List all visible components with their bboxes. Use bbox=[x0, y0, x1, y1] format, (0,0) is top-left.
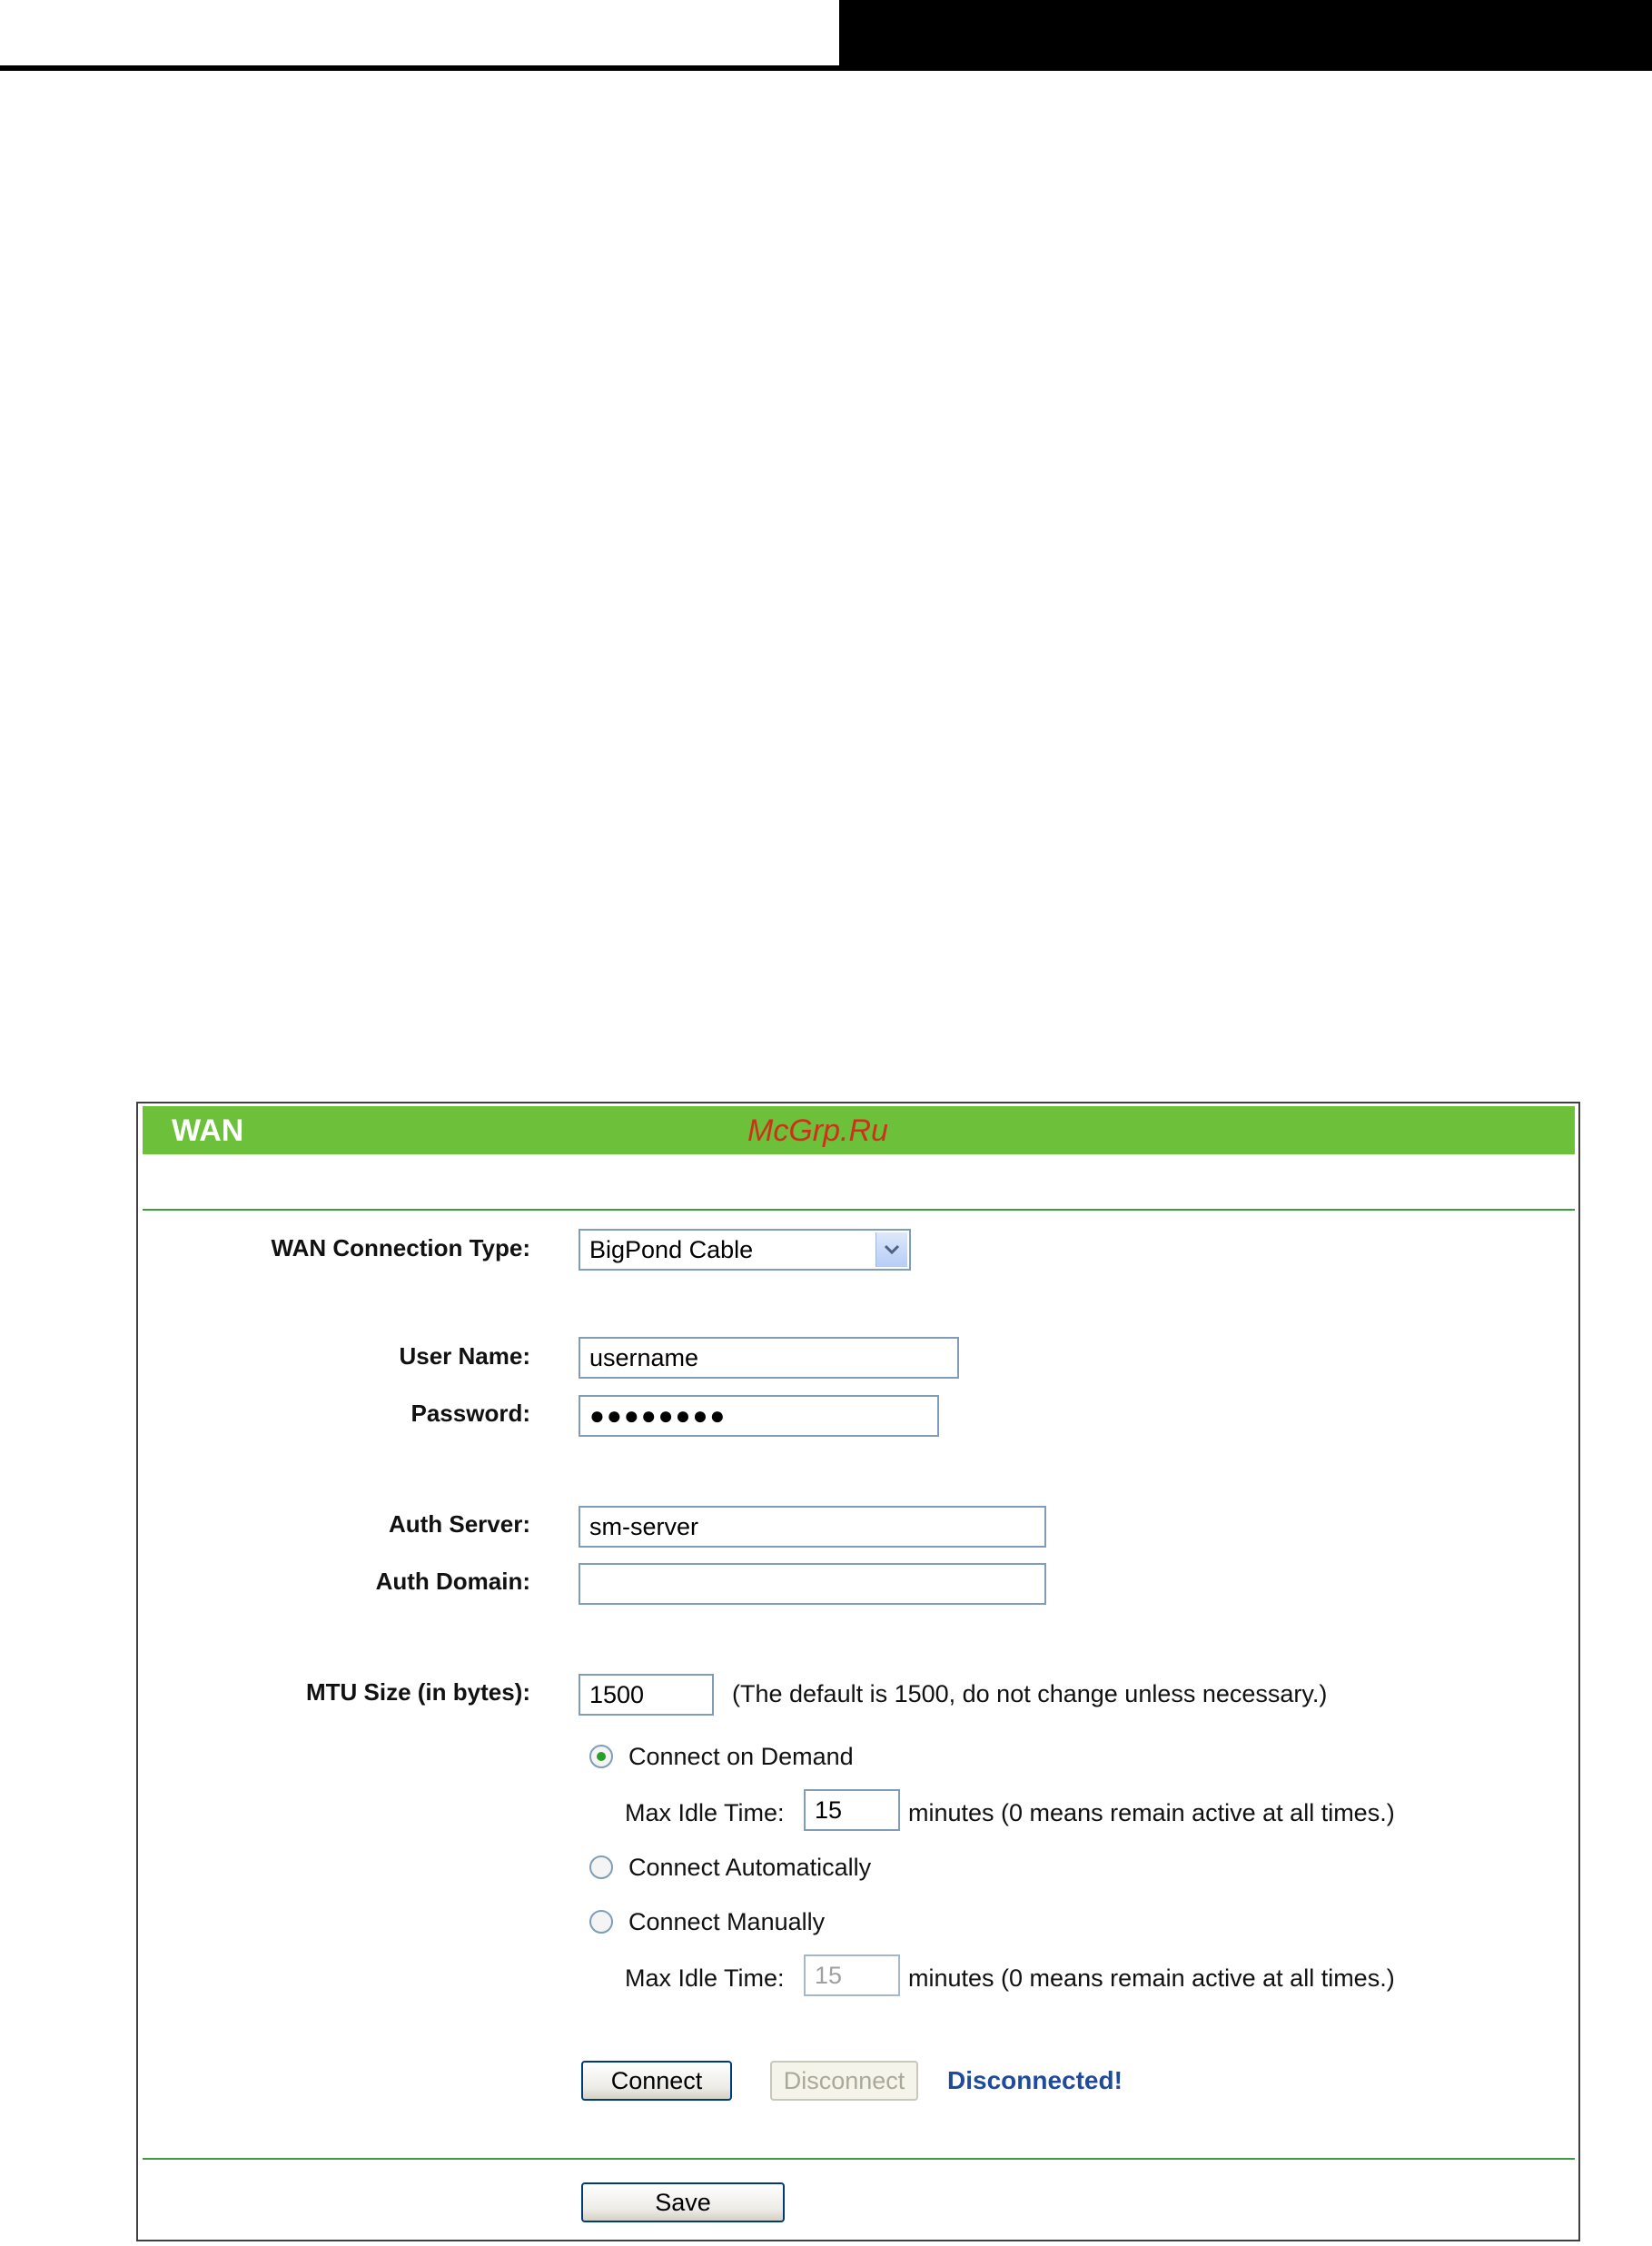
panel-header bbox=[143, 1106, 1575, 1154]
watermark: McGrp.Ru bbox=[747, 1113, 888, 1148]
auto-radio[interactable] bbox=[589, 1855, 613, 1879]
connection-status: Disconnected! bbox=[947, 2066, 1123, 2094]
connection-type-value: BigPond Cable bbox=[589, 1236, 754, 1263]
connect-button[interactable]: Connect bbox=[581, 2061, 732, 2101]
manual-radio[interactable] bbox=[589, 1910, 613, 1934]
mtu-input[interactable]: 1500 bbox=[579, 1674, 714, 1716]
auto-label: Connect Automatically bbox=[628, 1854, 872, 1881]
chevron-down-icon[interactable] bbox=[875, 1232, 907, 1267]
username-label: User Name: bbox=[399, 1342, 530, 1370]
auth-server-input[interactable]: sm-server bbox=[579, 1506, 1046, 1548]
username-input[interactable]: username bbox=[579, 1337, 959, 1379]
auth-domain-label: Auth Domain: bbox=[375, 1568, 530, 1595]
panel-title: WAN bbox=[172, 1113, 244, 1148]
manual-idle-hint: minutes (0 means remain active at all times.) bbox=[908, 1964, 1395, 1992]
on-demand-idle-input[interactable]: 15 bbox=[804, 1789, 900, 1831]
password-label: Password: bbox=[411, 1400, 530, 1427]
bottom-divider bbox=[143, 2158, 1575, 2160]
on-demand-idle-hint: minutes (0 means remain active at all times.) bbox=[908, 1799, 1395, 1826]
top-bar bbox=[839, 0, 1652, 71]
connection-type-label: WAN Connection Type: bbox=[271, 1234, 530, 1262]
top-rule bbox=[0, 65, 839, 71]
wan-panel bbox=[136, 1102, 1580, 2241]
on-demand-radio[interactable] bbox=[589, 1745, 613, 1768]
password-input[interactable]: ●●●●●●●● bbox=[579, 1395, 939, 1437]
manual-label: Connect Manually bbox=[628, 1908, 826, 1935]
on-demand-label: Connect on Demand bbox=[628, 1743, 854, 1770]
connection-type-select[interactable] bbox=[579, 1229, 911, 1271]
on-demand-idle-label: Max Idle Time: bbox=[625, 1799, 785, 1826]
auth-server-label: Auth Server: bbox=[388, 1510, 530, 1538]
save-button[interactable]: Save bbox=[581, 2182, 785, 2222]
mtu-label: MTU Size (in bytes): bbox=[305, 1678, 530, 1706]
auth-domain-input[interactable] bbox=[579, 1563, 1046, 1605]
disconnect-button: Disconnect bbox=[770, 2061, 918, 2101]
manual-idle-label: Max Idle Time: bbox=[625, 1964, 785, 1992]
manual-idle-input: 15 bbox=[804, 1954, 900, 1996]
top-divider bbox=[143, 1209, 1575, 1211]
mtu-hint: (The default is 1500, do not change unless necessary.) bbox=[732, 1680, 1328, 1707]
